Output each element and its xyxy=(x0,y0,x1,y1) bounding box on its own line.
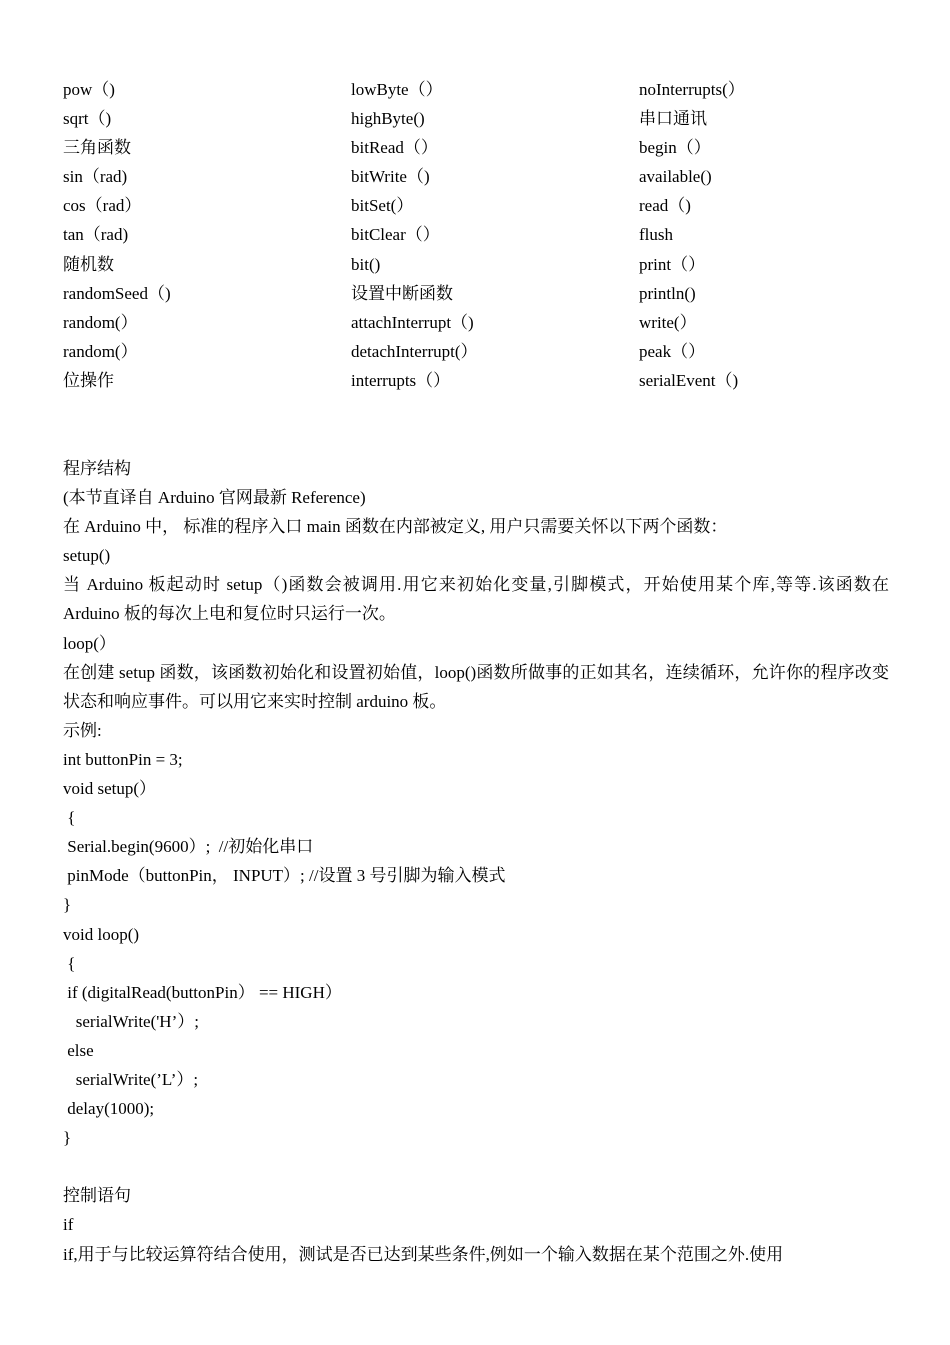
code-line: int buttonPin = 3; xyxy=(63,749,183,769)
function-item: 位操作 xyxy=(63,370,114,390)
function-item: read（) xyxy=(639,196,691,216)
intro-paragraph: 在 Arduino 中， 标准的程序入口 main 函数在内部被定义, 用户只需要关怀以下两个函数： xyxy=(63,517,728,537)
function-item: tan（rad) xyxy=(63,225,129,245)
code-line: pinMode（buttonPin， INPUT）; //设置 3 号引脚为输入模式 xyxy=(63,866,506,886)
code-line: serialWrite('H’）; xyxy=(63,1011,199,1031)
function-item: bitRead（） xyxy=(351,138,438,158)
function-column-2 xyxy=(351,75,639,395)
code-line: { xyxy=(63,808,76,828)
section-heading-control-statements: 控制语句 xyxy=(63,1186,131,1206)
function-item: bitClear（） xyxy=(351,225,440,245)
code-line: } xyxy=(63,1128,72,1148)
code-line: serialWrite(’L’）; xyxy=(63,1069,199,1089)
function-index-columns xyxy=(63,75,889,395)
function-item: 串口通讯 xyxy=(639,109,707,129)
code-line: void loop() xyxy=(63,924,140,944)
function-item: available() xyxy=(639,167,712,187)
function-item: noInterrupts(） xyxy=(639,80,745,99)
function-item: randomSeed（) xyxy=(63,283,171,303)
code-line: { xyxy=(63,953,76,973)
if-description: if,用于与比较运算符结合使用，测试是否已达到某些条件,例如一个输入数据在某个范围之外.使用 xyxy=(63,1244,784,1264)
function-item: 三角函数 xyxy=(63,138,131,158)
document-body xyxy=(63,454,889,1269)
function-item: pow（) xyxy=(63,80,115,99)
spacer xyxy=(63,1152,889,1181)
function-item: sqrt（) xyxy=(63,109,112,129)
function-item: sin（rad) xyxy=(63,167,128,187)
example-label: 示例: xyxy=(63,720,102,740)
code-example xyxy=(63,745,889,1152)
function-column-3 xyxy=(639,75,889,395)
loop-title: loop(） xyxy=(63,633,116,653)
function-item: print（） xyxy=(639,254,706,274)
if-title: if xyxy=(63,1215,74,1235)
code-line: Serial.begin(9600）; //初始化串口 xyxy=(63,837,314,857)
function-item: bitSet(） xyxy=(351,196,414,216)
section-heading-program-structure: 程序结构 xyxy=(63,459,131,478)
code-line: delay(1000); xyxy=(63,1099,155,1119)
code-line: } xyxy=(63,895,72,915)
function-item: begin（） xyxy=(639,138,711,158)
function-item: bit() xyxy=(351,254,381,274)
function-item: println() xyxy=(639,283,696,303)
function-item: interrupts（） xyxy=(351,370,451,390)
code-line: else xyxy=(63,1040,94,1060)
function-column-1 xyxy=(63,75,351,395)
function-item: highByte() xyxy=(351,109,425,129)
function-item: 随机数 xyxy=(63,254,114,274)
code-line: if (digitalRead(buttonPin） == HIGH） xyxy=(63,982,342,1002)
function-item: serialEvent（) xyxy=(639,370,739,390)
function-item: random(） xyxy=(63,341,138,361)
reference-note: (本节直译自 Arduino 官网最新 Reference) xyxy=(63,488,366,508)
function-item: cos（rad） xyxy=(63,196,142,216)
function-item: attachInterrupt（) xyxy=(351,312,474,332)
function-item: write(） xyxy=(639,312,697,332)
code-line: void setup(） xyxy=(63,779,157,799)
setup-description: 当 Arduino 板起动时 setup（)函数会被调用.用它来初始化变量,引脚模式，开始使用某个库,等等.该函数在 Arduino 板的每次上电和复位时只运行一次。 xyxy=(63,575,889,624)
function-item: flush xyxy=(639,225,673,245)
function-item: bitWrite（) xyxy=(351,167,430,187)
setup-title: setup() xyxy=(63,546,111,566)
loop-description: 在创建 setup 函数，该函数初始化和设置初始值，loop()函数所做事的正如其名，连续循环，允许你的程序改变状态和响应事件。可以用它来实时控制 arduino 板。 xyxy=(63,662,889,711)
function-item: random(） xyxy=(63,312,138,332)
function-item: peak（） xyxy=(639,341,706,361)
function-item: 设置中断函数 xyxy=(351,283,453,303)
function-item: lowByte（） xyxy=(351,80,443,99)
function-item: detachInterrupt(） xyxy=(351,341,478,361)
